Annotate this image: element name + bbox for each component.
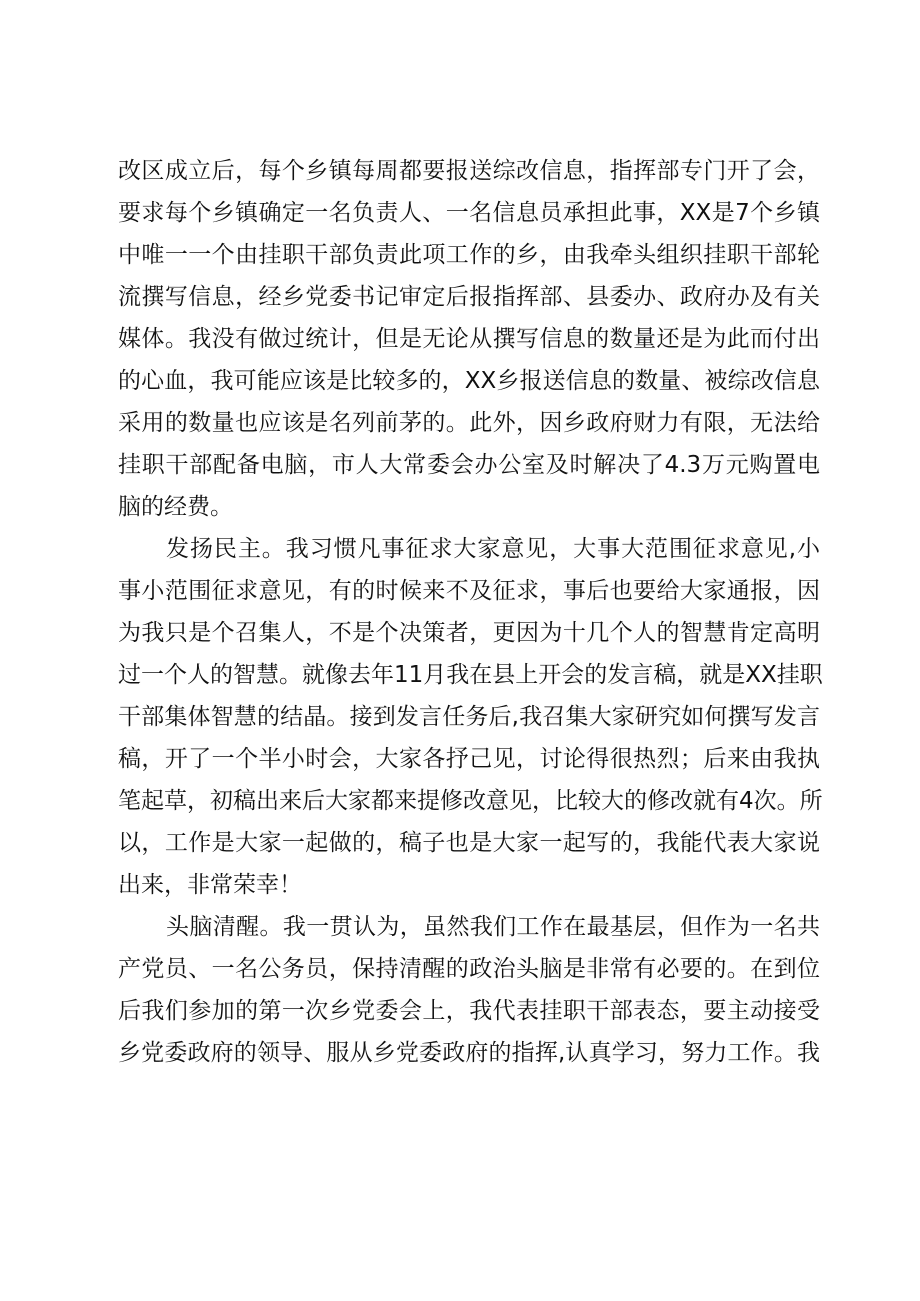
- paragraph-3: [118, 906, 820, 1074]
- text-line: 干部集体智慧的结晶。接到发言任务后,我召集大家研究如何撰写发言: [118, 704, 820, 730]
- text-line: 以，工作是大家一起做的，稿子也是大家一起写的，我能代表大家说: [118, 830, 820, 856]
- text-line: 为我只是个召集人，不是个决策者，更因为十几个人的智慧肯定高明: [118, 620, 820, 646]
- text-line: 事小范围征求意见，有的时候来不及征求，事后也要给大家通报，因: [118, 578, 820, 604]
- text-line: 乡党委政府的领导、服从乡党委政府的指挥,认真学习，努力工作。我: [118, 1040, 820, 1066]
- paragraph-1: [118, 150, 820, 528]
- text-line: 改区成立后，每个乡镇每周都要报送综改信息，指挥部专门开了会，: [118, 158, 820, 184]
- text-line: 脑的经费。: [118, 494, 233, 520]
- paragraph-2: [118, 528, 823, 906]
- text-line: 挂职干部配备电脑，市人大常委会办公室及时解决了4.3万元购置电: [118, 452, 820, 478]
- text-line: 采用的数量也应该是名列前茅的。此外，因乡政府财力有限，无法给: [118, 410, 820, 436]
- text-line: 出来，非常荣幸！: [118, 872, 302, 898]
- text-line: 产党员、一名公务员，保持清醒的政治头脑是非常有必要的。在到位: [118, 956, 820, 982]
- text-line: 中唯一一个由挂职干部负责此项工作的乡，由我牵头组织挂职干部轮: [118, 242, 820, 268]
- text-line: 过一个人的智慧。就像去年11月我在县上开会的发言稿，就是XX挂职: [118, 662, 823, 688]
- text-line: 的心血，我可能应该是比较多的，XX乡报送信息的数量、被综改信息: [118, 368, 820, 394]
- text-line: 流撰写信息，经乡党委书记审定后报指挥部、县委办、政府办及有关: [118, 284, 820, 310]
- text-line: 媒体。我没有做过统计，但是无论从撰写信息的数量还是为此而付出: [118, 326, 820, 352]
- text-line: 要求每个乡镇确定一名负责人、一名信息员承担此事，XX是7个乡镇: [118, 200, 820, 226]
- text-line: 稿，开了一个半小时会，大家各抒己见，讨论得很热烈；后来由我执: [118, 746, 820, 772]
- document-body: [118, 150, 823, 1074]
- text-line: 头脑清醒。我一贯认为，虽然我们工作在最基层，但作为一名共: [166, 914, 820, 940]
- text-line: 发扬民主。我习惯凡事征求大家意见，大事大范围征求意见,小: [166, 536, 820, 562]
- text-line: 笔起草，初稿出来后大家都来提修改意见，比较大的修改就有4次。所: [118, 788, 823, 814]
- text-line: 后我们参加的第一次乡党委会上，我代表挂职干部表态，要主动接受: [118, 998, 820, 1024]
